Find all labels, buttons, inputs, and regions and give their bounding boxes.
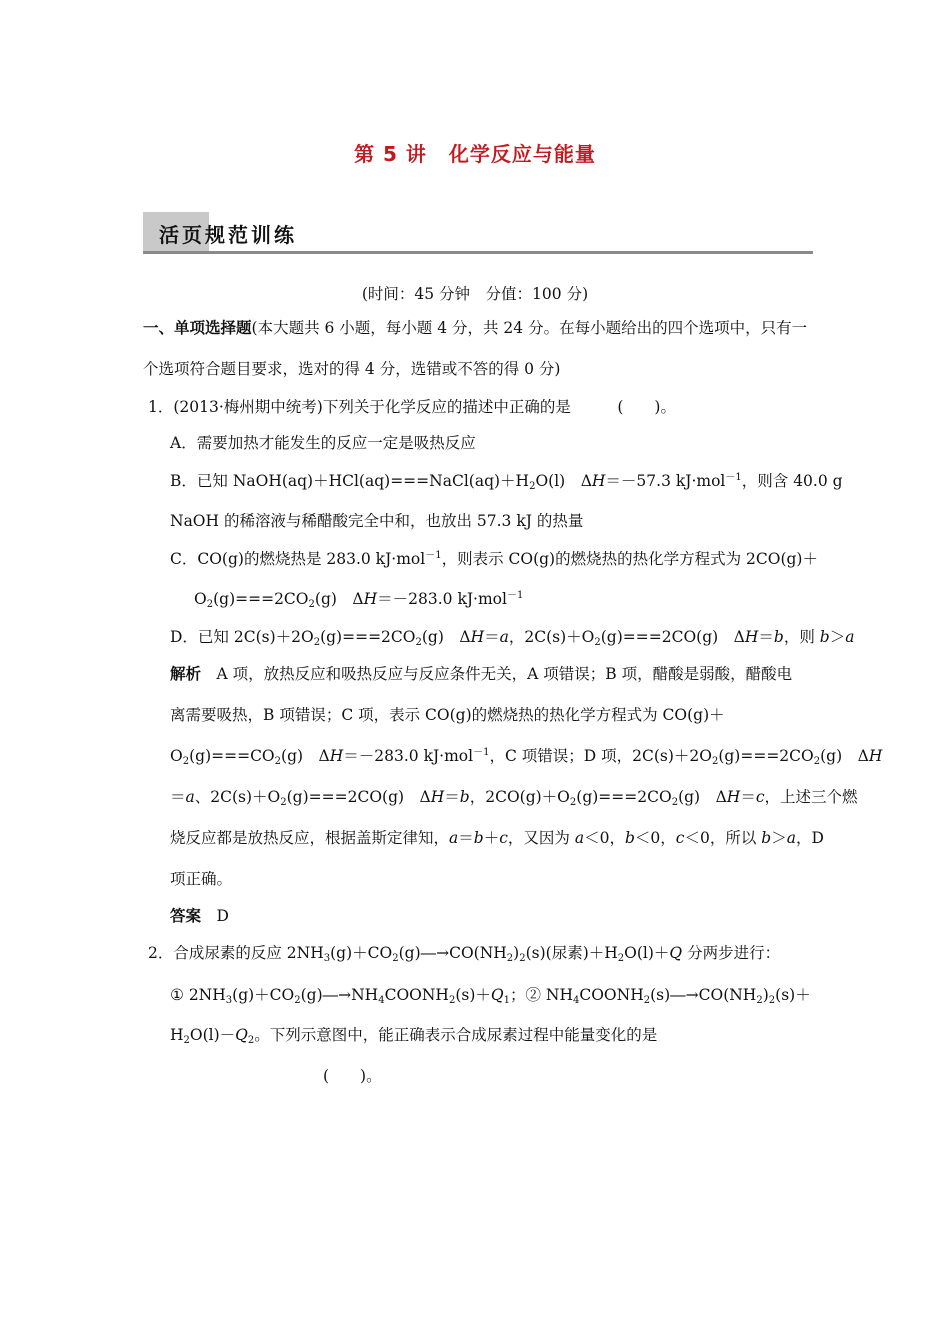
question-1-analysis-line-1: [170, 664, 792, 684]
question-2-stem-line-3: $H_2O(l)-Q_2$。下列示意图中，能正确表示合成尿素过程中能量变化的是: [170, 1026, 658, 1046]
question-2-number: 2．: [148, 944, 174, 962]
question-1-analysis-line-5: 烧反应都是放热反应，根据盖斯定律知，a＝b＋c，又因为 a＜0，b＜0，c＜0，所以 b＞a，D: [170, 829, 824, 847]
section-header-label: 活页规范训练: [159, 223, 297, 247]
question-1-option-d: D．已知 $2C(s)+2O_2(g)===2CO_2(g)$ ΔH＝a，$2C(s)+O_2(g)===2CO(g)$ ΔH＝b，则 b＞a: [170, 628, 855, 648]
answer-value: D: [216, 907, 229, 925]
question-1-answer: [170, 906, 229, 926]
exam-meta: (时间：45 分钟 分值：100 分): [361, 285, 589, 303]
question-1-source: (2013·梅州期中统考): [173, 398, 323, 416]
question-1-number: 1．: [148, 398, 174, 416]
question-2-stem-line-1: 2．合成尿素的反应 $2NH_3(g)+CO_2(g)―\to CO(NH_2)_2(s)$(尿素)$+H_2O(l)+Q$ 分两步进行：: [148, 944, 781, 964]
question-1-analysis-line-3: $O_2(g)===CO_2(g)$ ΔH＝－283.0 kJ·mol$^{-1}$，C 项错误；D 项，$2C(s)+2O_2(g)===2CO_2(g)$ ΔH: [170, 747, 883, 767]
question-1-text: 下列关于化学反应的描述中正确的是 ( )。: [322, 398, 676, 416]
question-1-analysis-line-2: 离需要吸热，B 项错误；C 项，表示 CO(g)的燃烧热的热化学方程式为 CO(g)＋: [170, 706, 725, 724]
question-2-answer-paren: ( )。: [323, 1067, 382, 1085]
analysis-label: 解析: [170, 665, 202, 683]
question-1-option-c-line-2: $O_2(g)===2CO_2(g)$ ΔH＝－283.0 kJ·mol$^{-1}$: [194, 590, 524, 610]
instructions-heading: 一、单项选择题: [143, 319, 252, 337]
question-1-analysis-line-6: 项正确。: [170, 870, 233, 888]
answer-label: 答案: [170, 907, 202, 925]
question-1-option-b-line-1: B．已知 $NaOH(aq)+HCl(aq)===NaCl(aq)+H_2O(l)$ ΔH＝－57.3 kJ·mol$^{-1}$，则含 40.0 g: [170, 472, 843, 492]
instructions-line-2: 个选项符合题目要求，选对的得 4 分，选错或不答的得 0 分): [143, 360, 561, 378]
question-1-option-b-line-2: NaOH 的稀溶液与稀醋酸完全中和，也放出 57.3 kJ 的热量: [170, 512, 584, 530]
question-1-stem: [148, 397, 676, 417]
question-1-analysis-line-4: ＝a、$2C(s)+O_2(g)===2CO(g)$ ΔH＝b，$2CO(g)+O_2(g)===2CO_2(g)$ ΔH＝c，上述三个燃: [170, 788, 858, 808]
question-1-option-a: A．需要加热才能发生的反应一定是吸热反应: [170, 434, 476, 452]
lecture-number: 第 5 讲: [354, 142, 427, 166]
instructions-line-1: [143, 318, 807, 338]
instructions-text-1: (本大题共 6 小题，每小题 4 分，共 24 分。在每小题给出的四个选项中，只有一: [251, 319, 808, 337]
section-header-bar: [143, 212, 813, 252]
analysis-text-1: A 项，放热反应和吸热反应与反应条件无关，A 项错误；B 项，醋酸是弱酸，醋酸电: [216, 665, 793, 683]
section-header-rule: [143, 251, 813, 254]
question-2-stem-line-2: ① $2NH_3(g)+CO_2(g)―\to NH_4COONH_2(s)+Q_1$；② $NH_4COONH_2(s)―\to CO(NH_2)_2(s)+$: [170, 986, 811, 1006]
page-title: [0, 138, 950, 167]
lecture-topic: 化学反应与能量: [448, 142, 596, 166]
question-1-option-c-line-1: C．CO(g)的燃烧热是 283.0 kJ·mol$^{-1}$，则表示 CO(g)的燃烧热的热化学方程式为 2CO(g)＋: [170, 550, 818, 568]
